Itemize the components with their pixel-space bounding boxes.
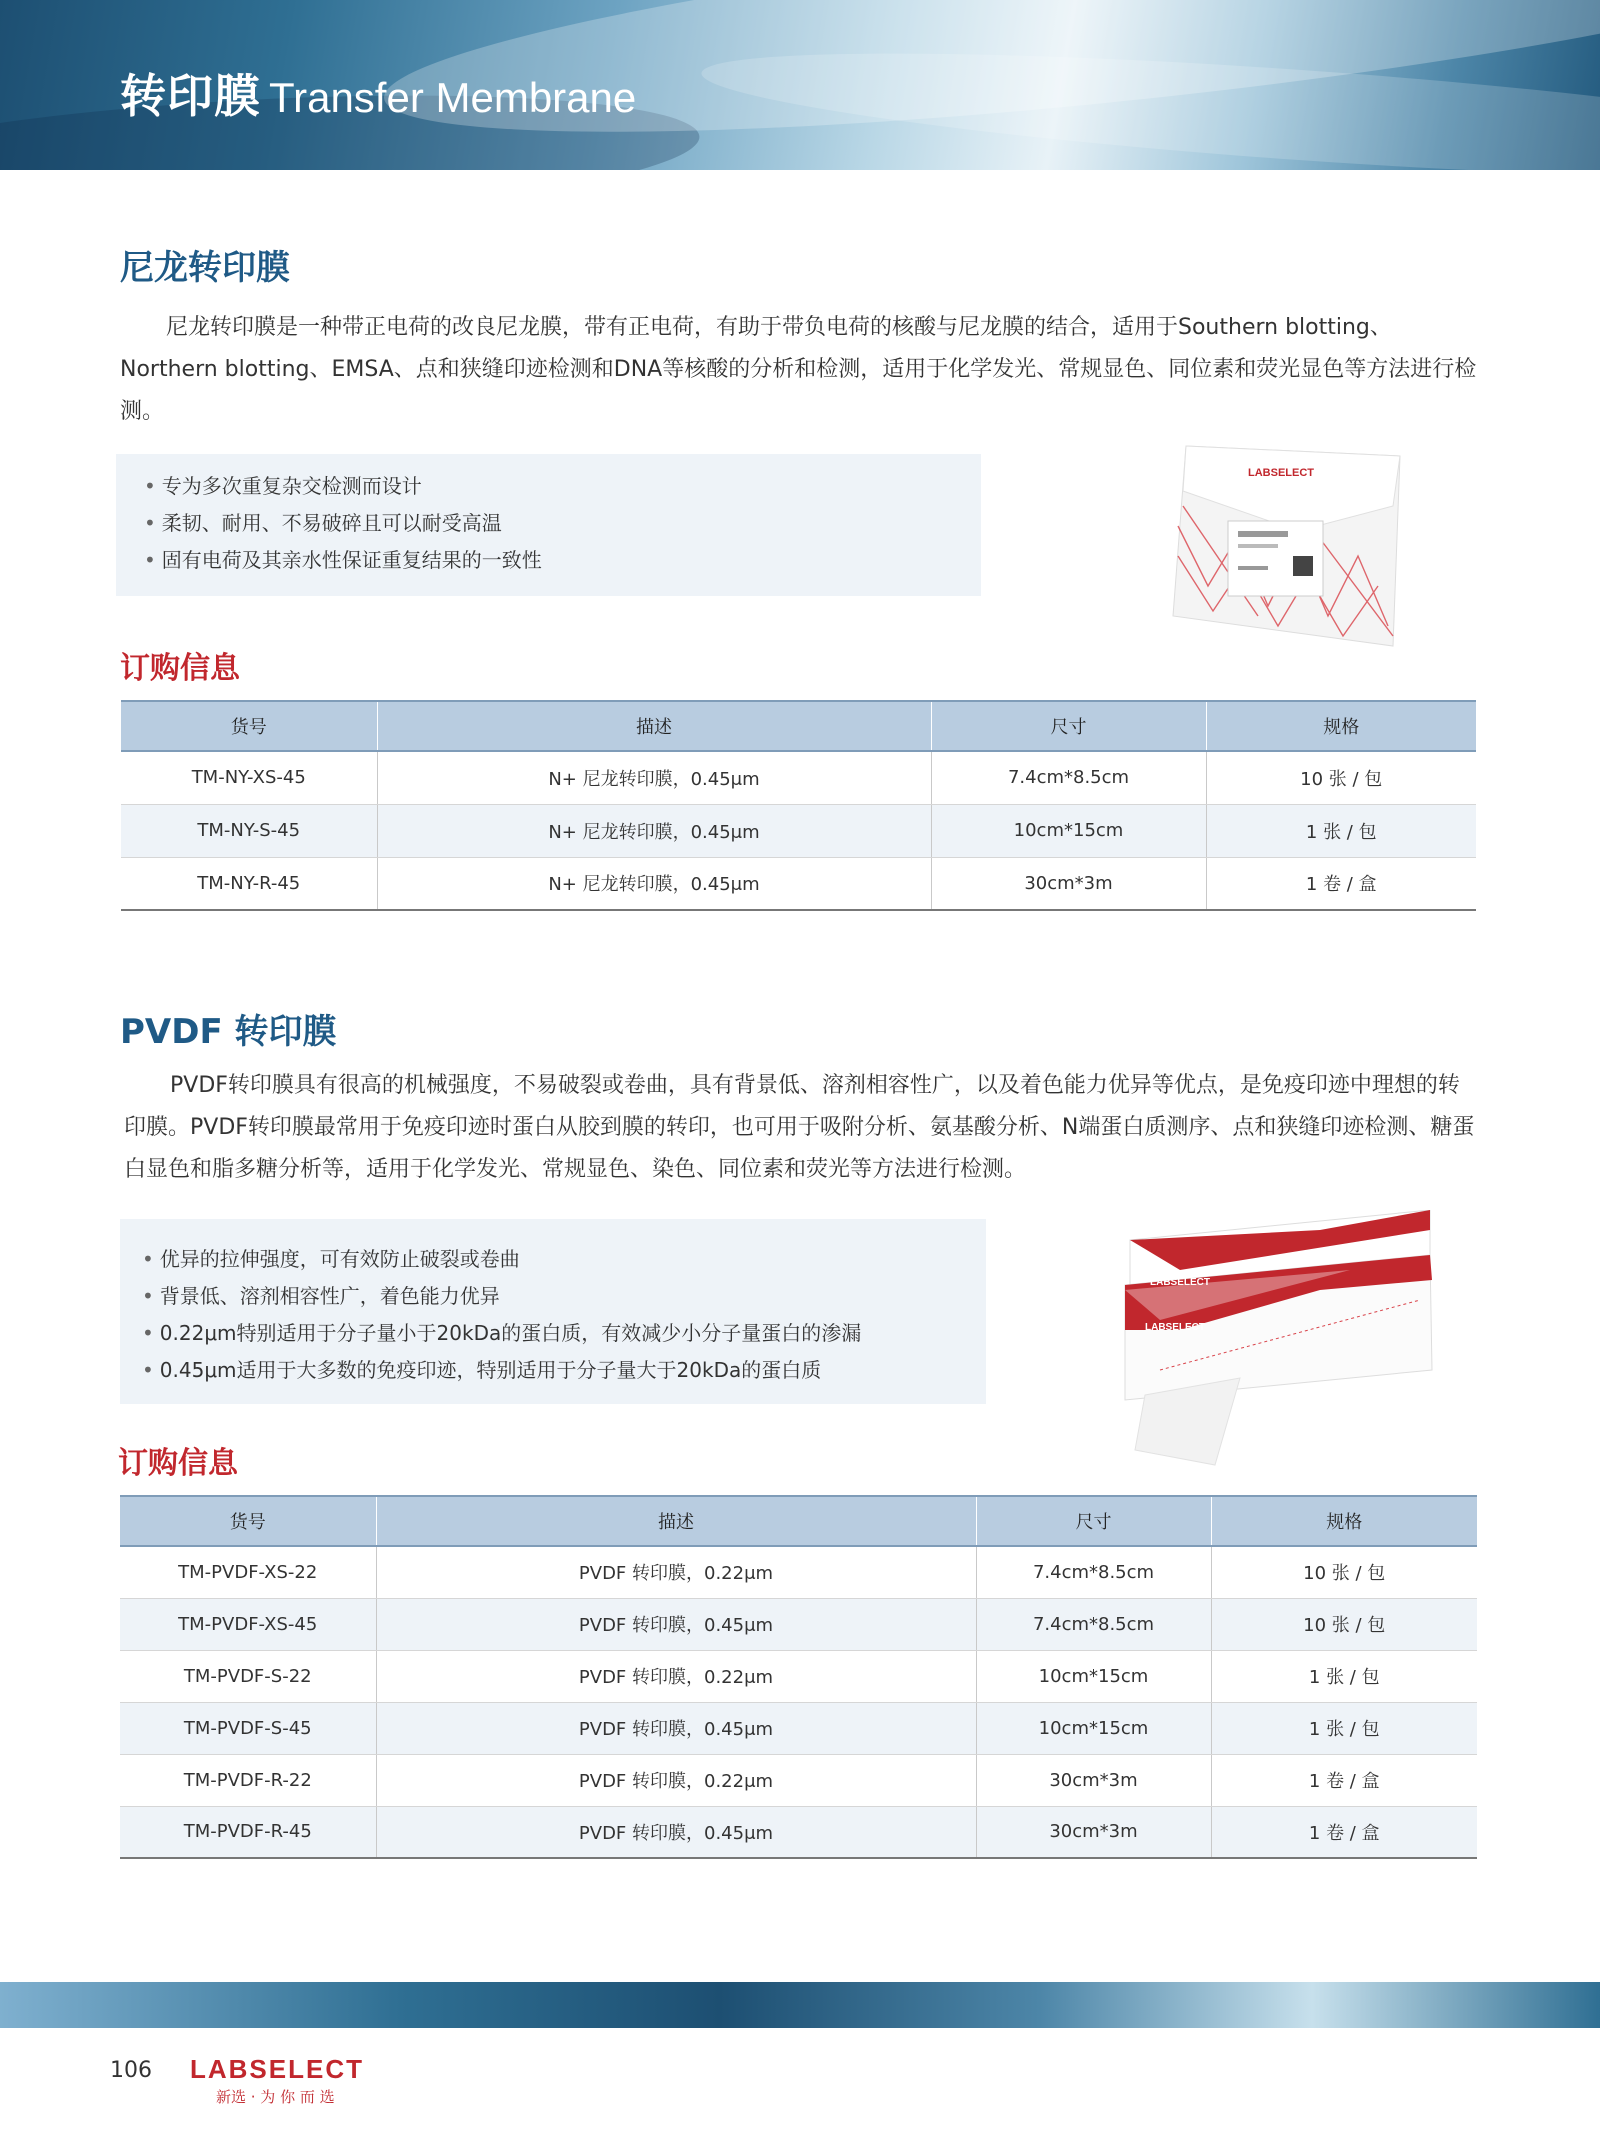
box-brand-label: LABSELECT [1145,1322,1205,1333]
col-header-size: 尺寸 [931,701,1206,751]
table-cell: 10cm*15cm [976,1702,1211,1754]
table-cell: 7.4cm*8.5cm [931,751,1206,804]
page-number: 106 [110,2058,152,2083]
feature-item: • 专为多次重复杂交检测而设计 [144,474,422,498]
feature-item: • 0.45μm适用于大多数的免疫印迹，特别适用于分子量大于20kDa的蛋白质 [142,1358,822,1382]
table-row [120,1702,1477,1754]
table-row [120,1650,1477,1702]
col-header-description: 描述 [377,701,931,751]
table-cell: 7.4cm*8.5cm [976,1546,1211,1598]
nylon-section-title: 尼龙转印膜 [120,248,290,288]
feature-item: • 柔韧、耐用、不易破碎且可以耐受高温 [144,511,502,535]
page-title-en: Transfer Membrane [269,74,637,121]
pvdf-section-title: PVDF 转印膜 [120,1012,337,1052]
table-cell: 10cm*15cm [931,804,1206,857]
col-header-spec: 规格 [1211,1496,1477,1546]
table-row [121,751,1476,804]
col-header-description: 描述 [376,1496,976,1546]
table-row [120,1754,1477,1806]
table-cell: 30cm*3m [931,857,1206,910]
footer-banner [0,1982,1600,2028]
table-cell: 1 卷 / 盒 [1206,857,1476,910]
table-row [121,857,1476,910]
table-cell: 10 张 / 包 [1211,1546,1477,1598]
nylon-order-table [121,700,1476,911]
table-cell: TM-PVDF-S-45 [120,1702,376,1754]
table-cell: TM-PVDF-R-45 [120,1806,376,1858]
table-cell: 1 张 / 包 [1211,1650,1477,1702]
page-title-cn: 转印膜 [120,69,261,123]
table-cell: PVDF 转印膜，0.22μm [376,1650,976,1702]
col-header-spec: 规格 [1206,701,1476,751]
nylon-description: 尼龙转印膜是一种带正电荷的改良尼龙膜，带有正电荷，有助于带负电荷的核酸与尼龙膜的结合，适用于Southern blotting、Northern blotting、EMSA、点和狭缝印迹检测和DNA等核酸的分析和检测，适用于化学发光、常规显色、同位素和荧光显色等方法进行检测。 [120,315,1477,424]
table-cell: TM-PVDF-XS-45 [120,1598,376,1650]
table-cell: 1 卷 / 盒 [1211,1754,1477,1806]
pvdf-description: PVDF转印膜具有很高的机械强度，不易破裂或卷曲，具有背景低、溶剂相容性广，以及着色能力优异等优点，是免疫印迹中理想的转印膜。PVDF转印膜最常用于免疫印迹时蛋白从胶到膜的转印，也可用于吸附分析、氨基酸分析、N端蛋白质测序、点和狭缝印迹检测、糖蛋白显色和脂多糖分析等，适用于化学发光、常规显色、染色、同位素和荧光等方法进行检测。 [124,1073,1475,1182]
col-header-code: 货号 [120,1496,376,1546]
table-cell: TM-NY-R-45 [121,857,377,910]
pvdf-order-table [120,1495,1477,1859]
feature-item: • 背景低、溶剂相容性广，着色能力优异 [142,1284,500,1308]
feature-item: • 0.22μm特别适用于分子量小于20kDa的蛋白质，有效减少小分子量蛋白的渗漏 [142,1321,862,1345]
box-brand-label-top: LABSELECT [1150,1277,1210,1288]
table-cell: PVDF 转印膜，0.22μm [376,1754,976,1806]
table-cell: PVDF 转印膜，0.45μm [376,1598,976,1650]
table-row [120,1546,1477,1598]
table-cell: N+ 尼龙转印膜，0.45μm [377,751,931,804]
table-cell: PVDF 转印膜，0.22μm [376,1546,976,1598]
pvdf-product-image [1120,1210,1440,1480]
table-cell: 1 张 / 包 [1206,804,1476,857]
pvdf-order-title: 订购信息 [118,1446,238,1481]
table-cell: 10 张 / 包 [1206,751,1476,804]
table-cell: 10 张 / 包 [1211,1598,1477,1650]
table-cell: 10cm*15cm [976,1650,1211,1702]
table-cell: 7.4cm*8.5cm [976,1598,1211,1650]
table-row [120,1598,1477,1650]
brand-slogan: 新选 · 为 你 而 选 [216,2088,335,2106]
col-header-code: 货号 [121,701,377,751]
envelope-brand-label: LABSELECT [1248,467,1314,479]
table-cell: TM-PVDF-R-22 [120,1754,376,1806]
table-cell: TM-PVDF-XS-22 [120,1546,376,1598]
nylon-product-image [1168,436,1403,661]
table-row [121,804,1476,857]
table-cell: TM-NY-S-45 [121,804,377,857]
header-banner [0,0,1600,170]
table-cell: TM-PVDF-S-22 [120,1650,376,1702]
col-header-size: 尺寸 [976,1496,1211,1546]
table-row [120,1806,1477,1858]
table-cell: 1 卷 / 盒 [1211,1806,1477,1858]
table-cell: PVDF 转印膜，0.45μm [376,1806,976,1858]
pvdf-features-box [120,1219,986,1404]
table-cell: PVDF 转印膜，0.45μm [376,1702,976,1754]
nylon-features-box [116,454,981,596]
feature-item: • 优异的拉伸强度，可有效防止破裂或卷曲 [142,1247,520,1271]
table-cell: N+ 尼龙转印膜，0.45μm [377,857,931,910]
brand-logo: LABSELECT [190,2054,364,2084]
feature-item: • 固有电荷及其亲水性保证重复结果的一致性 [144,548,542,572]
table-cell: 1 张 / 包 [1211,1702,1477,1754]
table-cell: TM-NY-XS-45 [121,751,377,804]
nylon-order-title: 订购信息 [120,651,240,686]
table-cell: 30cm*3m [976,1806,1211,1858]
table-cell: 30cm*3m [976,1754,1211,1806]
page-title [120,60,636,126]
table-cell: N+ 尼龙转印膜，0.45μm [377,804,931,857]
